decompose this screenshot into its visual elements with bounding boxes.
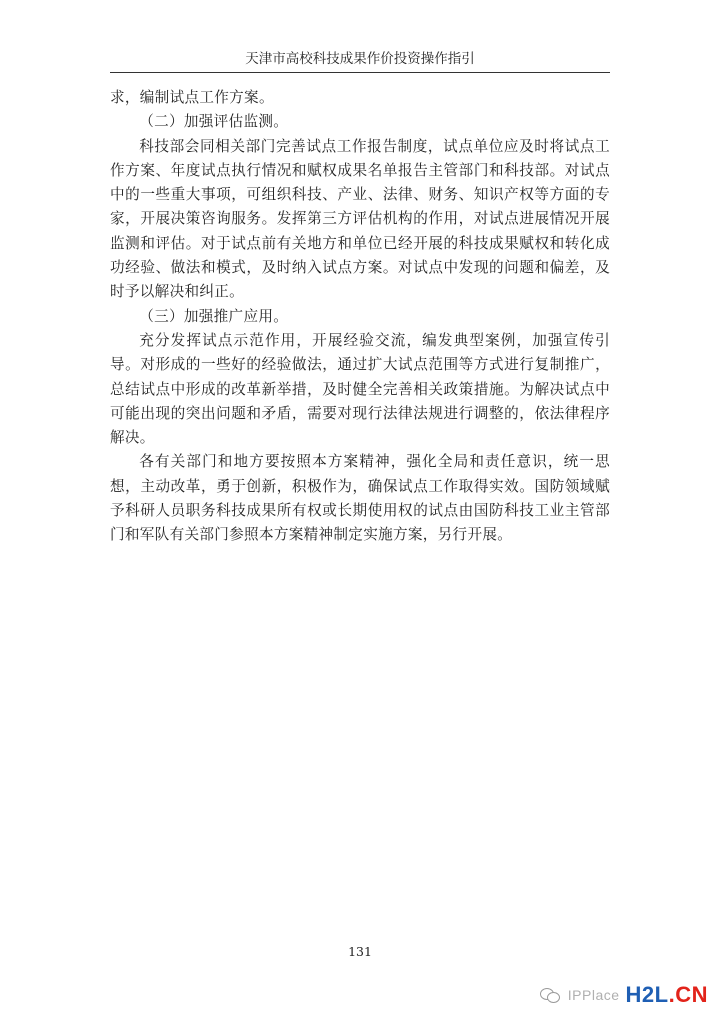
paragraph-continuation: 求，编制试点工作方案。 [110, 89, 274, 106]
section-heading-3: （三）加强推广应用。 [139, 307, 289, 325]
logo-main: H2L [625, 982, 669, 1007]
running-header: 天津市高校科技成果作价投资操作指引 [245, 51, 475, 67]
site-logo [626, 983, 708, 1007]
paragraph-promotion: 充分发挥试点示范作用，开展经验交流，编发典型案例，加强宣传引导。对形成的一些好的经验做法，通过扩大试点范围等方式进行复制推广，总结试点中形成的改革新举措，及时健全完善相关政策措施。为解决试点中可能出现的突出问题和矛盾，需要对现行法律法规进行调整的，依法律程序解决。 [110, 331, 610, 447]
header-divider [110, 72, 610, 73]
watermark [540, 982, 708, 1008]
logo-suffix: .CN [668, 982, 708, 1007]
wechat-icon [540, 986, 562, 1004]
paragraph-evaluation: 科技部会同相关部门完善试点工作报告制度，试点单位应及时将试点工作方案、年度试点执行情况和赋权成果名单报告主管部门和科技部。对试点中的一些重大事项，可组织科技、产业、法律、财务、知识产权等方面的专家，开展决策咨询服务。发挥第三方评估机构的作用，对试点进展情况开展监测和评估。对于试点前有关地方和单位已经开展的科技成果赋权和转化成功经验、做法和模式，及时纳入试点方案。对试点中发现的问题和偏差，及时予以解决和纠正。 [110, 137, 610, 301]
document-body [110, 86, 610, 548]
page-number: 131 [348, 944, 372, 959]
watermark-text: IPPlace [567, 987, 620, 1003]
paragraph-closing: 各有关部门和地方要按照本方案精神，强化全局和责任意识，统一思想，主动改革，勇于创新，积极作为，确保试点工作取得实效。国防领域赋予科研人员职务科技成果所有权或长期使用权的试点由国防科技工业主管部门和军队有关部门参照本方案精神制定实施方案，另行开展。 [110, 453, 610, 544]
section-heading-2: （二）加强评估监测。 [139, 113, 289, 131]
